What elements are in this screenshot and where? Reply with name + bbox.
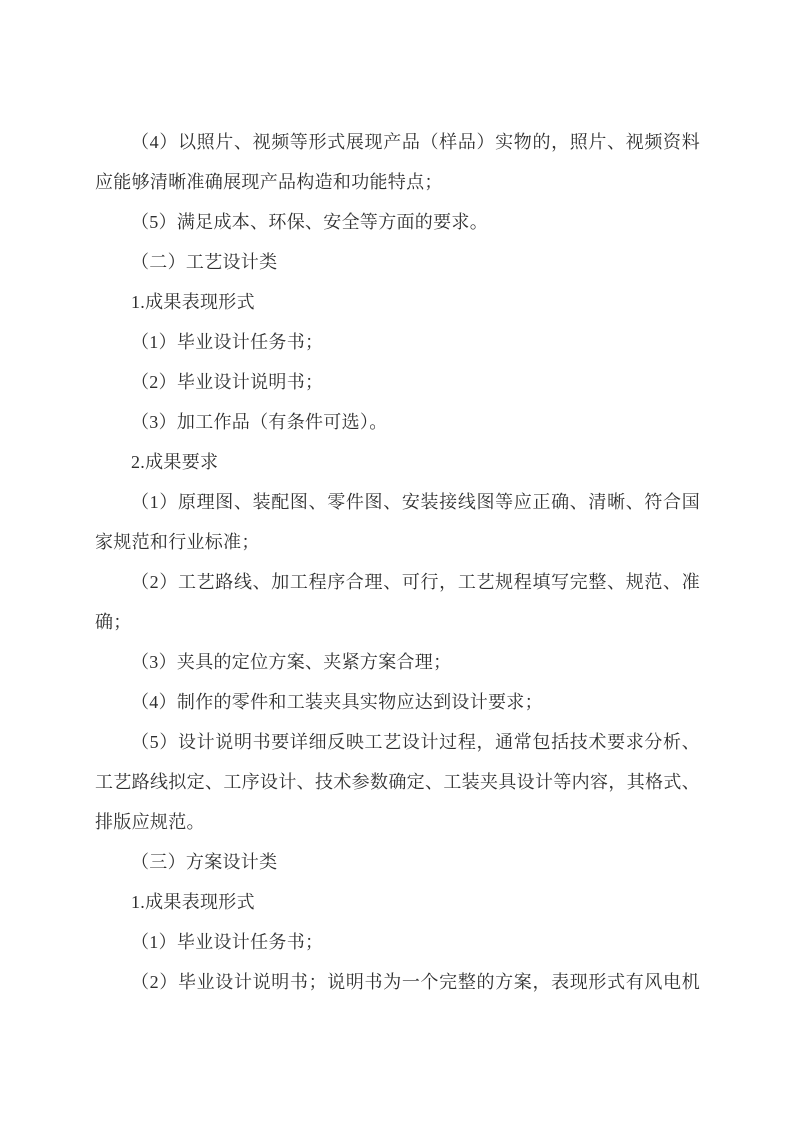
text-line: 1.成果表现形式 [131, 292, 255, 312]
text-line: 确； [95, 612, 132, 632]
document-body [95, 122, 700, 1002]
text-line: （5）满足成本、环保、安全等方面的要求。 [131, 212, 488, 232]
text-line: 工艺路线拟定、工序设计、技术参数确定、工装夹具设计等内容，其格式、 [95, 772, 700, 792]
text-line: （1）毕业设计任务书； [131, 332, 324, 352]
text-line: （三）方案设计类 [131, 852, 278, 872]
text-line: （2）毕业设计说明书； [131, 372, 324, 392]
text-line: 2.成果要求 [131, 452, 219, 472]
text-line: 1.成果表现形式 [131, 892, 255, 912]
text-line: 排版应规范。 [95, 812, 205, 832]
text-line: （4）制作的零件和工装夹具实物应达到设计要求； [131, 692, 543, 712]
text-line: 应能够清晰准确展现产品构造和功能特点； [95, 172, 443, 192]
text-line: （2）毕业设计说明书；说明书为一个完整的方案，表现形式有风电机 [131, 972, 700, 992]
text-line: 家规范和行业标准； [95, 532, 260, 552]
text-line: （5）设计说明书要详细反映工艺设计过程，通常包括技术要求分析、 [131, 732, 700, 752]
text-line: （3）加工作品（有条件可选）。 [131, 412, 388, 432]
text-line: （1）原理图、装配图、零件图、安装接线图等应正确、清晰、符合国 [131, 492, 700, 512]
text-line: （3）夹具的定位方案、夹紧方案合理； [131, 652, 452, 672]
text-line: （1）毕业设计任务书； [131, 932, 324, 952]
text-line: （二）工艺设计类 [131, 252, 278, 272]
text-line: （4）以照片、视频等形式展现产品（样品）实物的，照片、视频资料 [131, 132, 700, 152]
text-line: （2）工艺路线、加工程序合理、可行，工艺规程填写完整、规范、准 [131, 572, 700, 592]
